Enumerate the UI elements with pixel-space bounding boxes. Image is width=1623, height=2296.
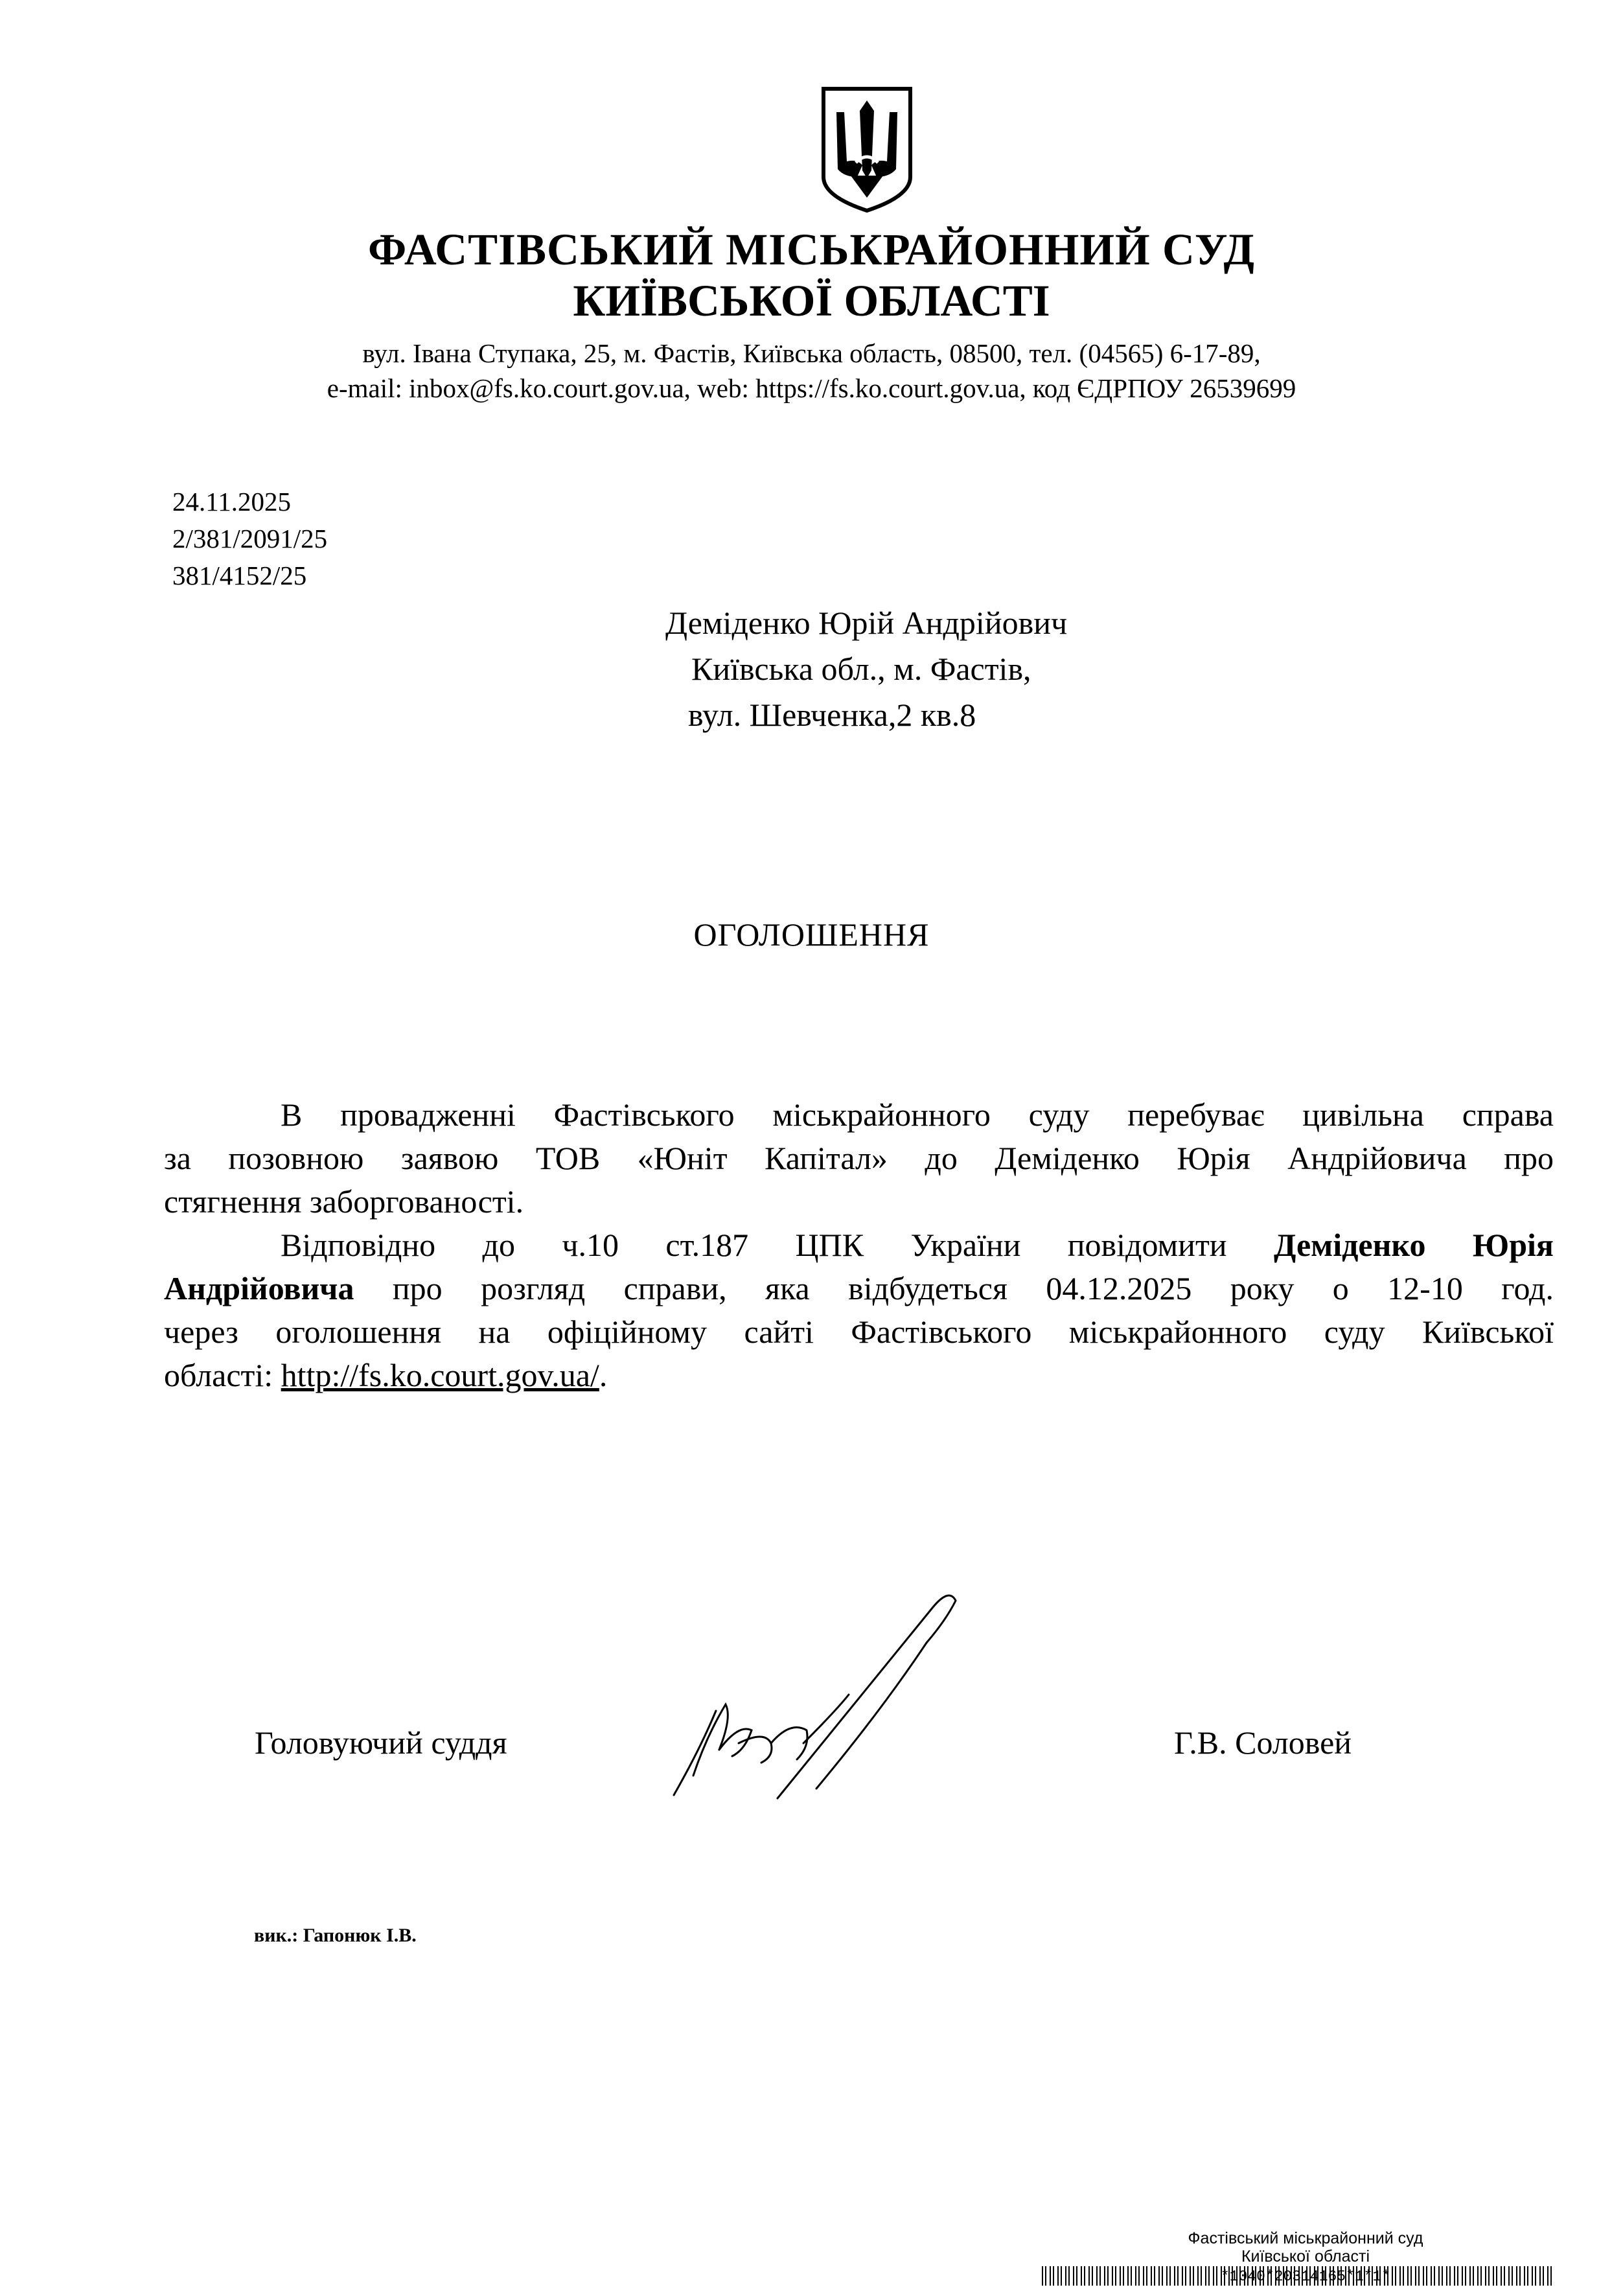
- body-line: стягнення заборгованості.: [164, 1183, 524, 1220]
- court-name-line1: ФАСТІВСЬКИЙ МІСЬКРАЙОННИЙ СУД: [367, 225, 1256, 274]
- document-ref-1: 2/381/2091/25: [172, 524, 328, 553]
- body-text: про розгляд справи, яка відбудеться 04.12.2025 року о 12-10 год.: [354, 1270, 1554, 1306]
- defendant-name-bold: Андрійовича: [164, 1270, 354, 1306]
- court-website-link[interactable]: http://fs.ko.court.gov.ua/: [281, 1357, 599, 1393]
- body-line: [164, 1223, 1554, 1267]
- body-line: за позовною заявою ТОВ «Юніт Капітал» до Деміденко Юрія Андрійовича про: [164, 1140, 1554, 1176]
- body-line: через оголошення на офіційному сайті Фастівського міськрайонного суду Київської: [164, 1314, 1554, 1350]
- body-line: [164, 1267, 1554, 1310]
- body-text: області:: [164, 1357, 281, 1393]
- notice-body: [164, 1093, 1554, 1397]
- court-contacts-line2: e-mail: inbox@fs.ko.court.gov.ua, web: https://fs.ko.court.gov.ua, код ЄДРПОУ 26539699: [327, 373, 1296, 403]
- judge-position: Головуючий суддя: [255, 1724, 507, 1761]
- coat-of-arms-icon: [818, 86, 915, 213]
- court-name-line2: КИЇВСЬКОЇ ОБЛАСТІ: [573, 276, 1050, 325]
- addressee-line3: вул. Шевченка,2 кв.8: [688, 697, 976, 733]
- court-stamp: [1050, 2229, 1561, 2266]
- body-line: В провадженні Фастівського міськрайонного суду перебуває цивільна справа: [281, 1096, 1554, 1133]
- executor: вик.: Гапонюк І.В.: [254, 1925, 417, 1946]
- stamp-line1: Фастівський міськрайонний суд: [1188, 2229, 1423, 2247]
- handwritten-signature: [654, 1581, 1017, 1827]
- stamp-line2: Київської області: [1241, 2247, 1370, 2266]
- document-ref-2: 381/4152/25: [172, 561, 307, 590]
- court-contacts-line1: вул. Івана Ступака, 25, м. Фастів, Київська область, 08500, тел. (04565) 6-17-89,: [362, 338, 1261, 368]
- body-line: [164, 1354, 1554, 1397]
- body-text: .: [599, 1357, 608, 1393]
- addressee-name: Деміденко Юрій Андрійович: [665, 605, 1068, 641]
- document-date: 24.11.2025: [172, 487, 291, 516]
- body-text: Відповідно до ч.10 ст.187 ЦПК України повідомити: [281, 1227, 1274, 1263]
- defendant-name-bold: Деміденко Юрія: [1273, 1227, 1554, 1263]
- document-title: ОГОЛОШЕННЯ: [693, 916, 930, 953]
- barcode-number: *1040*20314165*1*1*: [1220, 2268, 1391, 2285]
- judge-name: Г.В. Соловей: [1174, 1724, 1352, 1761]
- addressee-line2: Київська обл., м. Фастів,: [691, 651, 1031, 687]
